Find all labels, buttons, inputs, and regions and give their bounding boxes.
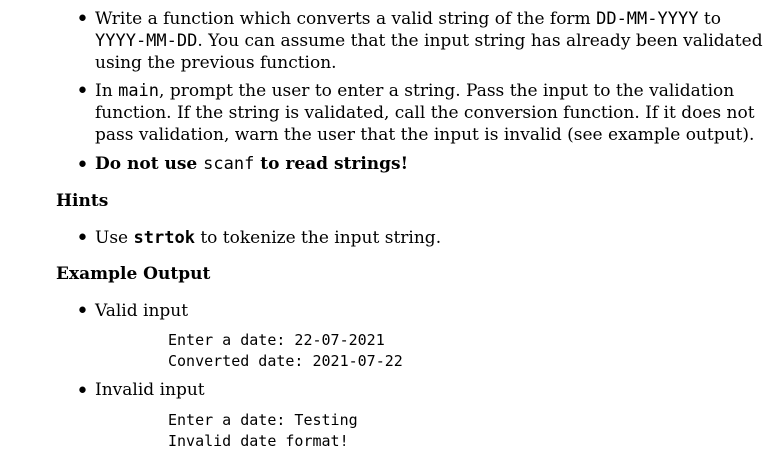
bullet-conversion-line-3 bbox=[95, 52, 337, 74]
text-segment: . You can assume that the input string has already been validated bbox=[197, 31, 763, 51]
text-segment: Do not use bbox=[95, 154, 204, 174]
bullet-dot: • bbox=[76, 153, 89, 178]
invalid-output-line-1: Enter a date: Testing bbox=[168, 411, 358, 429]
text-segment: Write a function which converts a valid string of the form bbox=[95, 9, 597, 29]
invalid-input-label: Invalid input bbox=[95, 380, 205, 400]
example-output-heading: Example Output bbox=[56, 264, 211, 284]
bullet-main-line-2 bbox=[95, 102, 755, 124]
format-yyyymmdd-code: YYYY-MM-DD bbox=[95, 31, 198, 51]
hint-strtok bbox=[95, 227, 441, 249]
text-segment: Use bbox=[95, 228, 134, 248]
text-segment: pass validation, warn the user that the input is invalid (see example output). bbox=[95, 125, 755, 145]
text-segment: function. If the string is validated, call the conversion function. If it does not bbox=[95, 103, 755, 123]
bullet-dot: • bbox=[76, 299, 89, 324]
valid-input-label: Valid input bbox=[95, 301, 189, 321]
main-code: main bbox=[118, 81, 160, 101]
text-segment: , prompt the user to enter a string. Pass the input to the validation bbox=[159, 81, 735, 101]
bullet-conversion-line-2 bbox=[95, 30, 763, 52]
invalid-output-line-2: Invalid date format! bbox=[168, 432, 349, 450]
valid-output-line-2: Converted date: 2021-07-22 bbox=[168, 352, 403, 370]
bullet-main-line-1 bbox=[95, 80, 734, 102]
bullet-main-line-3 bbox=[95, 124, 754, 146]
text-segment: to bbox=[698, 9, 721, 29]
bullet-dot: • bbox=[76, 379, 89, 404]
text-segment: In bbox=[95, 81, 119, 101]
bullet-conversion-line-1 bbox=[95, 8, 721, 30]
bullet-dot: • bbox=[76, 79, 89, 104]
bullet-no-scanf bbox=[95, 153, 408, 175]
format-ddmmyyyy-code: DD-MM-YYYY bbox=[596, 9, 699, 29]
text-segment: using the previous function. bbox=[95, 53, 337, 73]
scanf-code: scanf bbox=[203, 154, 255, 174]
bullet-dot: • bbox=[76, 7, 89, 32]
hints-heading: Hints bbox=[56, 191, 109, 211]
strtok-code: strtok bbox=[133, 228, 195, 248]
bullet-dot: • bbox=[76, 226, 89, 251]
valid-output-line-1: Enter a date: 22-07-2021 bbox=[168, 331, 385, 349]
text-segment: to read strings! bbox=[254, 154, 409, 174]
text-segment: to tokenize the input string. bbox=[194, 228, 442, 248]
